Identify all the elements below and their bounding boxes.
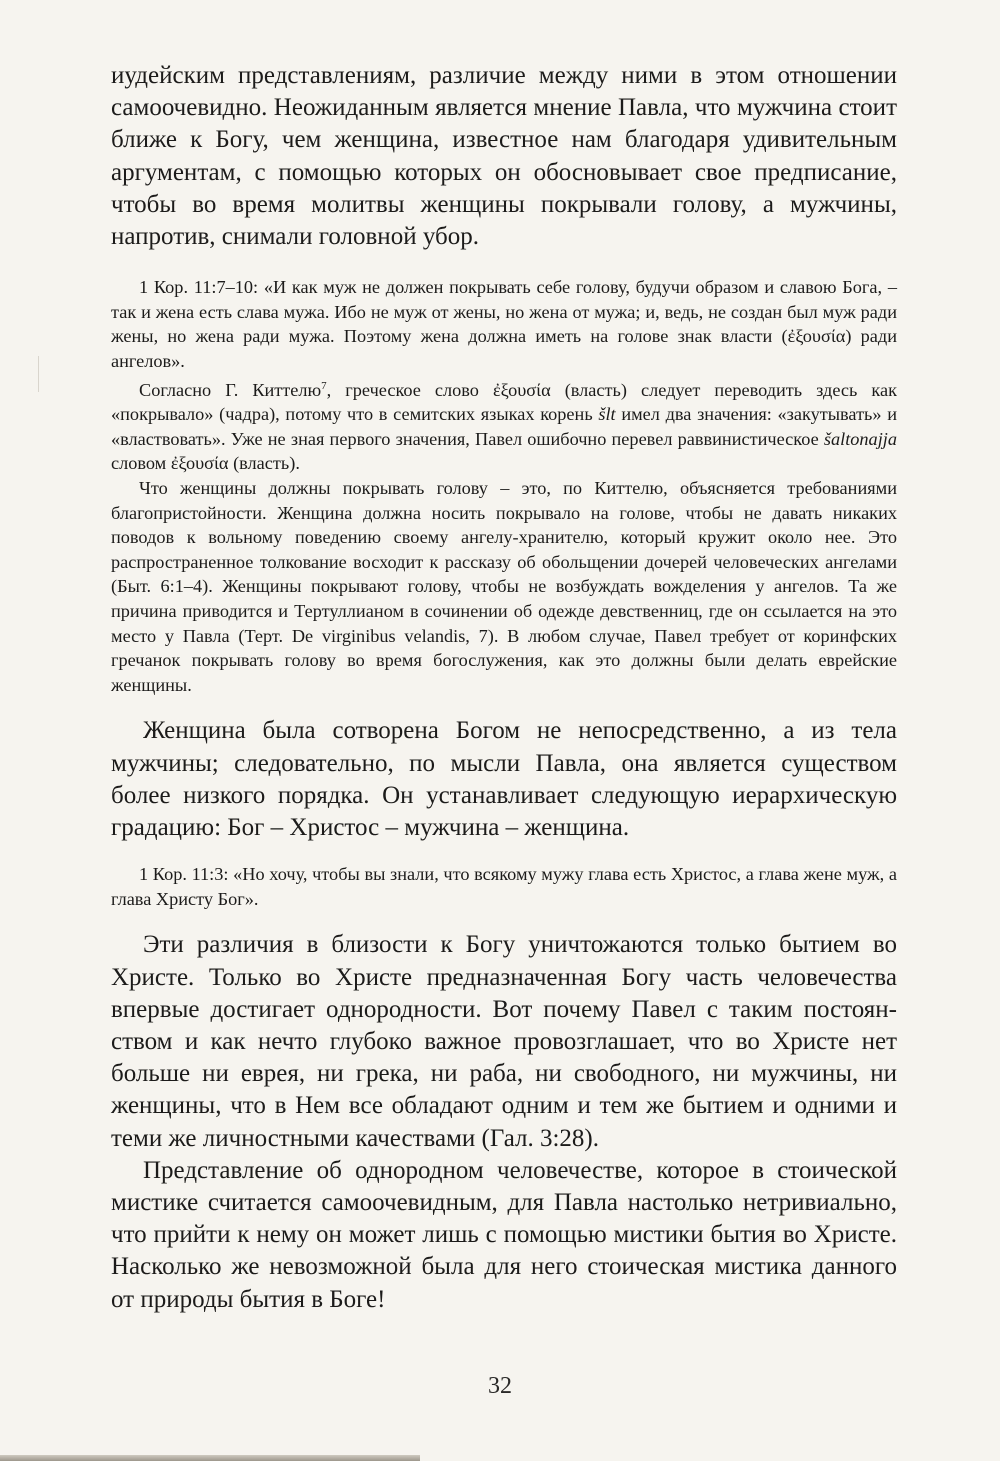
page-number: 32 [488,1373,512,1399]
page-edge-shadow [0,1455,420,1461]
note-2-italic-word-1: šlt [598,404,616,425]
spacer [111,911,897,929]
quote-note-4: 1 Кор. 11:3: «Но хочу, чтобы вы знали, что всякому мужу глава есть Христос, а глава жене муж, а глава Христу Бог». [111,864,897,909]
quote-note-1: 1 Кор. 11:7–10: «И как муж не должен покрывать себе голову, будучи образом и славою Бога, – так и жена есть слава мужа. Ибо не муж от жены, но жена от мужа; и, ведь, не создан был муж ради жены, но жена ради мужа. Поэтому жена должна иметь на голове знак власти (ἐξουσία) ради ангелов». [111,277,897,371]
note-2-text-d: словом ἐξουσία (власть). [111,453,300,474]
note-2-text-a: Согласно Г. Киттелю [139,379,322,400]
body-paragraph-3: Эти различия в близости к Богу уничтожаются только бытием во Христе. Только во Христе предназначенная Богу часть человечества впервые достигает однородности. Вот почему Павел с таким постоянством и как нечто глубоко важное провозглашает, что во Христе нет больше ни еврея, ни грека, ни раба, ни свободного, ни мужчины, ни женщины, что в Нем все обладают одним и тем же бытием и одними и теми же личностными качествами (Гал. 3:28). [111,931,897,1152]
page-body [111,60,897,1316]
spacer [111,844,897,862]
margin-mark [38,356,39,392]
commentary-note-3: Что женщины должны покрывать голову – это, по Киттелю, объясняется требованиями благопристойности. Женщина должна носить покрывало на голове, чтобы не давать никаких поводов к вольному поведению своему ангелу-хранителю, который кружит около нее. Это распространенное толкование восходит к рассказу об обольщении дочерей человеческих ангелами (Быт. 6:1–4). Женщины покрывают голову, чтобы не возбуждать вожделения у ангелов. Та же причина приводится и Тертуллианом в сочинении об одежде девственниц, где он ссылается на это место у Павла (Терт. De virginibus velandis, 7). В любом случае, Павел требует от коринфских гречанок покрывать голову во время богослужения, как это должны были делать еврейские женщины. [111,478,897,695]
note-2-italic-word-2: šaltonajja [823,428,897,449]
spacer [111,253,897,275]
note-2-text-c: имел два значения: «закутывать» и «властвовать». Уже не зная первого значения, Павел ошибочно перевел раввинистическое [111,404,898,449]
note-2-text-b: , греческое слово ἐξουσία (власть) следует переводить здесь как «покрывало» (чадра), потому что в семитских языках корень [111,379,897,425]
footnote-ref: 7 [321,379,327,392]
body-paragraph-1: иудейским представлениям, различие между ними в этом отношении самоочевидно. Неожиданным является мнение Павла, что мужчина стоит ближе к Богу, чем женщина, известное нам благодаря удивительным аргументам, с помощью которых он обосновывает свое предписание, чтобы во время молитвы женщины покрывали голову, а мужчины, напротив, снимали головной убор. [111,62,897,251]
commentary-note-2 [111,374,897,476]
spacer [111,697,897,715]
body-paragraph-4: Представление об однородном человечестве, которое в стоической мистике считается самоочевидным, для Павла настолько нетривиально, что прийти к нему он может лишь с помощью мистики бытия во Христе. Насколько же невозможной была для него стоическая мистика данного от природы бытия в Боге! [111,1156,897,1313]
body-paragraph-2: Женщина была сотворена Богом не непосредственно, а из тела мужчины; следовательно, по мысли Павла, она является существом более низкого порядка. Он устанавливает следующую иерархическую градацию: Бог – Христос – мужчина – женщина. [111,717,897,842]
